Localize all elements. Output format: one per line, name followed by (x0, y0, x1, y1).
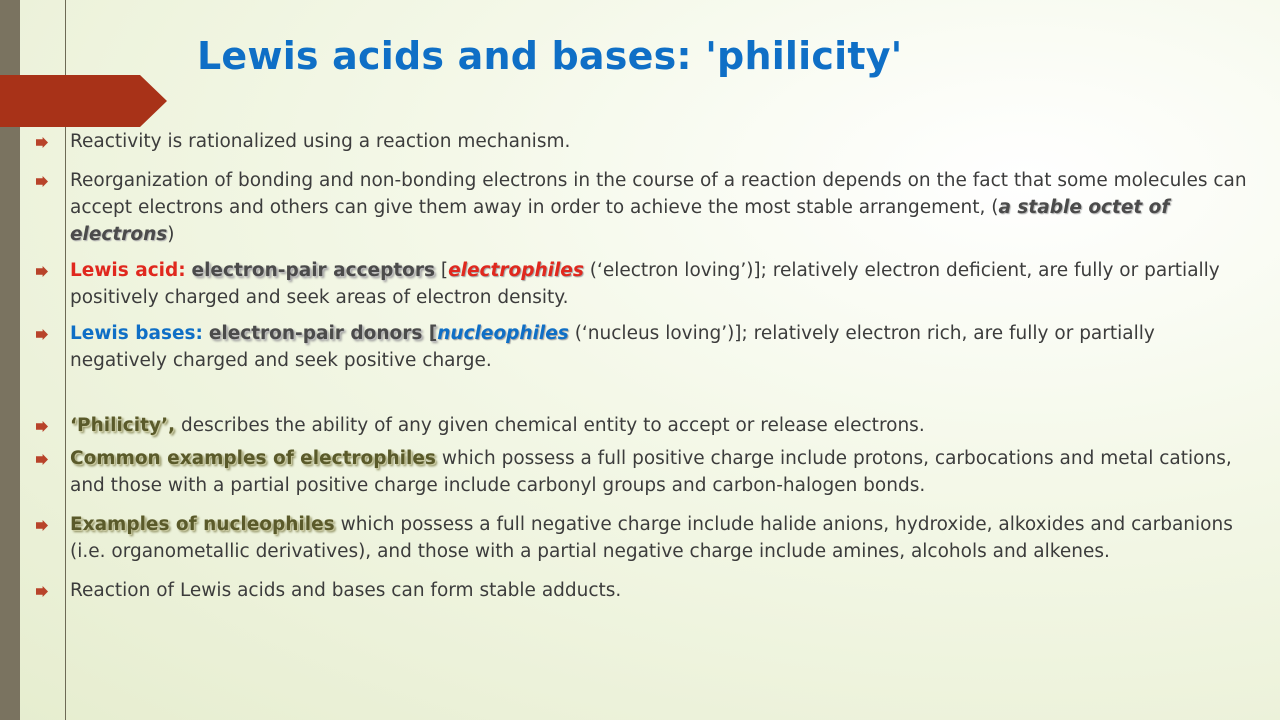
bullet-text: describes the ability of any given chemical entity to accept or release electrons. (180, 415, 925, 436)
bullet-electrophile-examples (36, 445, 1256, 499)
bullet-nucleophile-examples (36, 511, 1256, 565)
arrow-right-icon (36, 454, 48, 465)
bullet-text: (‘electron loving’)]; relatively electron deficient, are fully or partially positively charged and seek areas of electron density. (70, 260, 1220, 308)
arrow-right-icon (36, 421, 48, 432)
stable-octet-phrase: a stable octet of electrons (70, 197, 1170, 245)
bullet-text-end: ) (167, 224, 175, 245)
arrow-right-icon (36, 329, 48, 340)
arrow-right-icon (36, 586, 48, 597)
electron-pair-acceptors-term: electron-pair acceptors (191, 260, 436, 281)
electrophile-examples-term: Common examples of electrophiles (70, 448, 436, 469)
bullet-text: Reorganization of bonding and non-bonding electrons in the course of a reaction depends on the fact that some molecules can accept electrons and others can give them away in order to achieve the most stable arrangement, ( (70, 170, 1247, 218)
electrophiles-term: electrophiles (448, 260, 584, 281)
bullet-philicity (36, 412, 1256, 439)
nucleophiles-term: nucleophiles (437, 323, 569, 344)
philicity-term: ‘Philicity’, (70, 415, 176, 436)
arrow-right-icon (36, 137, 48, 148)
bullet-text: which possess a full positive charge include protons, carbocations and metal cations, and those with a partial positive charge include carbonyl groups and carbon-halogen bonds. (70, 448, 1232, 496)
bracket-open: [ (440, 260, 449, 281)
arrow-right-icon (36, 266, 48, 277)
bullet-lewis-acid (36, 257, 1256, 311)
bullet-text: which possess a full negative charge include halide anions, hydroxide, alkoxides and carbanions (i.e. organometallic derivatives), and those with a partial negative charge include amines, alcohols and alkenes. (70, 514, 1233, 562)
arrow-right-icon (36, 176, 48, 187)
bullet-list (36, 128, 1256, 604)
lewis-acid-label: Lewis acid: (70, 260, 186, 281)
bullet-text: Reactivity is rationalized using a reaction mechanism. (70, 131, 571, 152)
bullet-reactivity (36, 128, 1256, 155)
arrow-right-icon (36, 520, 48, 531)
bullet-lewis-bases (36, 320, 1256, 374)
lewis-bases-label: Lewis bases: (70, 323, 203, 344)
electron-pair-donors-term: electron-pair donors [ (208, 323, 438, 344)
bullet-text: (‘nucleus loving’)]; relatively electron rich, are fully or partially negatively charged and seek positive charge. (70, 323, 1155, 371)
bullet-adducts (36, 577, 1256, 604)
title-accent-arrow (0, 75, 167, 127)
nucleophile-examples-term: Examples of nucleophiles (70, 514, 335, 535)
bullet-reorganization (36, 167, 1256, 248)
slide-title: Lewis acids and bases: 'philicity' (197, 34, 903, 78)
bullet-text: Reaction of Lewis acids and bases can form stable adducts. (70, 580, 622, 601)
